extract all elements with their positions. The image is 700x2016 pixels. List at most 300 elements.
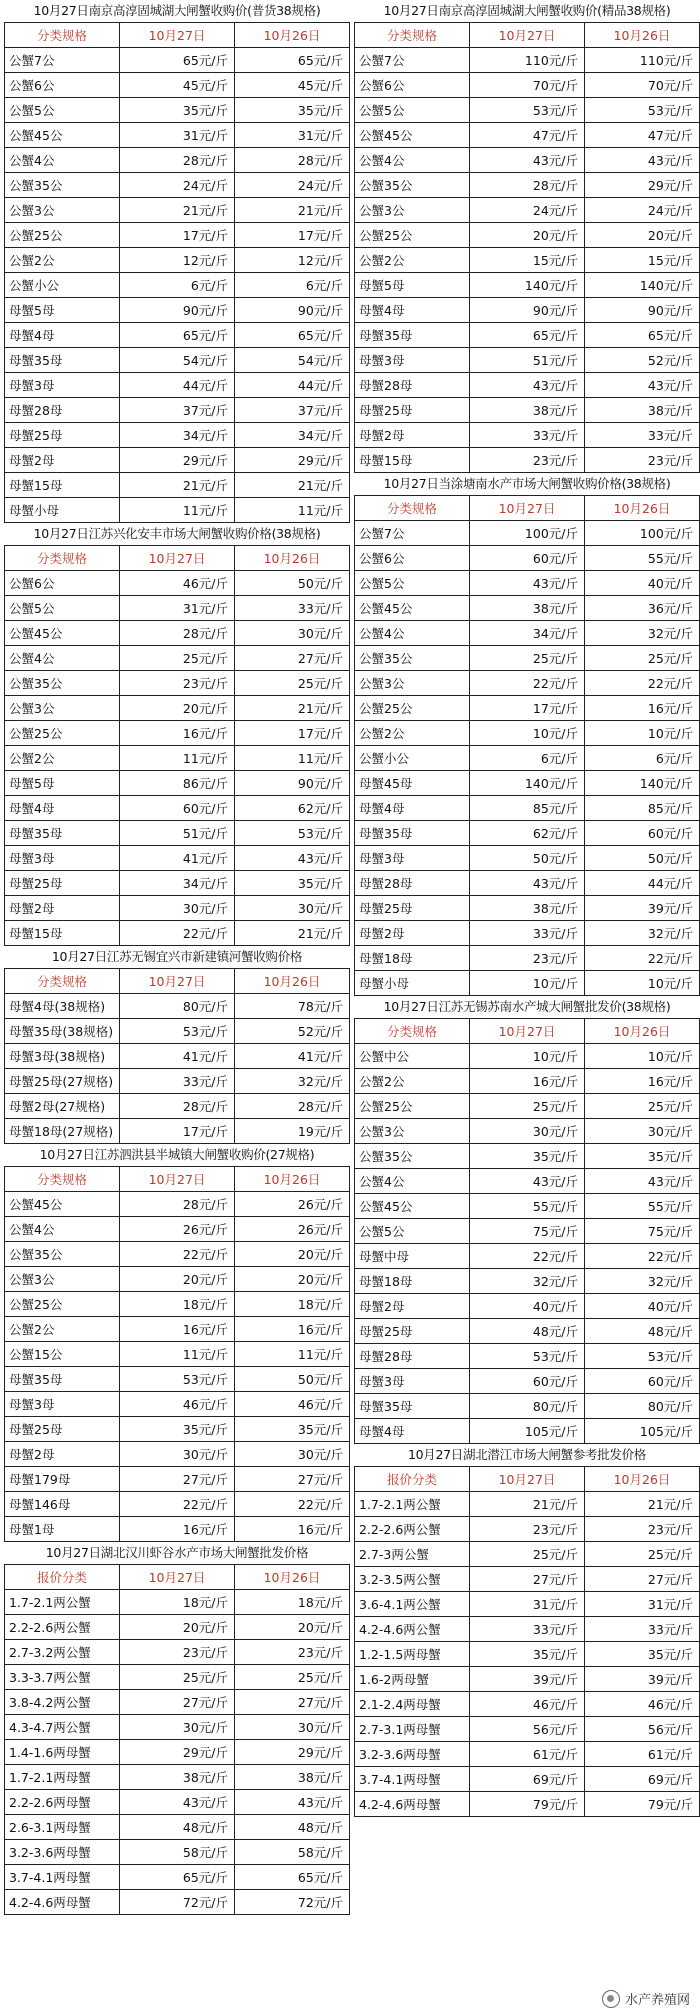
price-yesterday-cell: 55元/斤: [585, 1194, 700, 1219]
table-row: [5, 621, 350, 646]
table-row: [355, 1119, 700, 1144]
price-table: [354, 495, 700, 996]
price-yesterday-cell: 43元/斤: [585, 373, 700, 398]
table-title: 10月27日江苏无锡宜兴市新建镇河蟹收购价格: [51, 949, 303, 964]
spec-cell: 母蟹小母: [355, 971, 470, 996]
spec-cell: 母蟹45母: [355, 771, 470, 796]
price-yesterday-cell: 33元/斤: [585, 1617, 700, 1642]
table-row: [5, 1094, 350, 1119]
price-yesterday-cell: 55元/斤: [585, 546, 700, 571]
spec-cell: 母蟹4母: [355, 298, 470, 323]
price-yesterday-cell: 30元/斤: [235, 621, 350, 646]
price-yesterday-cell: 15元/斤: [585, 248, 700, 273]
price-today-cell: 86元/斤: [120, 771, 235, 796]
spec-cell: 3.7-4.1两母蟹: [5, 1865, 120, 1890]
price-today-cell: 11元/斤: [120, 498, 235, 523]
price-today-cell: 38元/斤: [470, 398, 585, 423]
table-row: [5, 123, 350, 148]
price-yesterday-cell: 11元/斤: [235, 498, 350, 523]
price-today-cell: 75元/斤: [470, 1219, 585, 1244]
table-row: [355, 571, 700, 596]
spec-cell: 母蟹5母: [5, 771, 120, 796]
spec-cell: 母蟹2母: [355, 1294, 470, 1319]
column-header: 10月27日: [470, 496, 585, 521]
spec-cell: 公蟹3公: [355, 671, 470, 696]
price-today-cell: 12元/斤: [120, 248, 235, 273]
table-row: [5, 1790, 350, 1815]
table-header-row: [5, 23, 350, 48]
price-today-cell: 45元/斤: [120, 73, 235, 98]
column-header: 10月27日: [470, 1467, 585, 1492]
price-yesterday-cell: 35元/斤: [235, 98, 350, 123]
price-yesterday-cell: 50元/斤: [235, 571, 350, 596]
spec-cell: 母蟹4母: [5, 323, 120, 348]
price-today-cell: 43元/斤: [120, 1790, 235, 1815]
table-row: [355, 746, 700, 771]
table-row: [5, 846, 350, 871]
spec-cell: 母蟹4母: [355, 796, 470, 821]
table-row: [355, 1792, 700, 1817]
spec-cell: 母蟹25母: [355, 398, 470, 423]
price-today-cell: 48元/斤: [470, 1319, 585, 1344]
column-header: 分类规格: [355, 23, 470, 48]
price-today-cell: 16元/斤: [470, 1069, 585, 1094]
price-today-cell: 44元/斤: [120, 373, 235, 398]
table-row: [355, 98, 700, 123]
price-yesterday-cell: 52元/斤: [235, 1019, 350, 1044]
price-yesterday-cell: 40元/斤: [585, 1294, 700, 1319]
price-today-cell: 53元/斤: [470, 1344, 585, 1369]
price-yesterday-cell: 11元/斤: [235, 746, 350, 771]
price-yesterday-cell: 20元/斤: [235, 1615, 350, 1640]
price-today-cell: 35元/斤: [120, 98, 235, 123]
table-row: [355, 1369, 700, 1394]
table-row: [355, 721, 700, 746]
table-row: [355, 373, 700, 398]
price-today-cell: 15元/斤: [470, 248, 585, 273]
price-table: [4, 22, 350, 523]
table-row: [355, 1492, 700, 1517]
price-today-cell: 38元/斤: [470, 596, 585, 621]
spec-cell: 公蟹25公: [5, 721, 120, 746]
spec-cell: 母蟹4母: [5, 796, 120, 821]
price-table: [4, 1166, 350, 1542]
price-today-cell: 28元/斤: [120, 1094, 235, 1119]
price-today-cell: 47元/斤: [470, 123, 585, 148]
price-today-cell: 69元/斤: [470, 1767, 585, 1792]
price-today-cell: 23元/斤: [120, 1640, 235, 1665]
spec-cell: 公蟹6公: [5, 571, 120, 596]
price-yesterday-cell: 26元/斤: [235, 1217, 350, 1242]
table-row: [5, 1342, 350, 1367]
spec-cell: 公蟹5公: [5, 596, 120, 621]
spec-cell: 2.6-3.1两母蟹: [5, 1815, 120, 1840]
table-row: [355, 123, 700, 148]
price-yesterday-cell: 16元/斤: [585, 1069, 700, 1094]
table-title: 10月27日湖北潜江市场大闸蟹参考批发价格: [407, 1447, 646, 1462]
price-today-cell: 62元/斤: [470, 821, 585, 846]
table-row: [355, 323, 700, 348]
column-header: 分类规格: [355, 496, 470, 521]
table-row: [5, 373, 350, 398]
column-header: 10月26日: [235, 546, 350, 571]
price-yesterday-cell: 23元/斤: [235, 1640, 350, 1665]
price-today-cell: 90元/斤: [120, 298, 235, 323]
price-today-cell: 24元/斤: [470, 198, 585, 223]
price-today-cell: 65元/斤: [470, 323, 585, 348]
price-today-cell: 25元/斤: [470, 1542, 585, 1567]
table-row: [5, 1765, 350, 1790]
price-yesterday-cell: 28元/斤: [235, 148, 350, 173]
price-yesterday-cell: 18元/斤: [235, 1590, 350, 1615]
price-yesterday-cell: 20元/斤: [235, 1267, 350, 1292]
price-today-cell: 24元/斤: [120, 173, 235, 198]
table-row: [5, 1317, 350, 1342]
spec-cell: 母蟹179母: [5, 1467, 120, 1492]
price-yesterday-cell: 40元/斤: [585, 571, 700, 596]
spec-cell: 母蟹3母: [355, 348, 470, 373]
table-row: [5, 871, 350, 896]
table-title: 10月27日湖北汉川虾谷水产市场大闸蟹批发价格: [45, 1545, 309, 1560]
spec-cell: 公蟹3公: [5, 198, 120, 223]
price-yesterday-cell: 140元/斤: [585, 771, 700, 796]
table-row: [355, 448, 700, 473]
price-yesterday-cell: 11元/斤: [235, 1342, 350, 1367]
price-today-cell: 72元/斤: [120, 1890, 235, 1915]
price-yesterday-cell: 21元/斤: [235, 198, 350, 223]
price-today-cell: 60元/斤: [120, 796, 235, 821]
price-today-cell: 35元/斤: [120, 1417, 235, 1442]
table-title: 10月27日当涂塘南水产市场大闸蟹收购价格(38规格): [383, 476, 671, 491]
spec-cell: 4.2-4.6两公蟹: [355, 1617, 470, 1642]
column-header: 10月26日: [585, 23, 700, 48]
table-row: [5, 1044, 350, 1069]
table-row: [355, 821, 700, 846]
column-header: 10月26日: [235, 1565, 350, 1590]
price-yesterday-cell: 38元/斤: [585, 398, 700, 423]
table-row: [5, 1715, 350, 1740]
price-yesterday-cell: 44元/斤: [585, 871, 700, 896]
price-today-cell: 55元/斤: [470, 1194, 585, 1219]
column-header: 10月26日: [585, 496, 700, 521]
column-header: 10月27日: [120, 546, 235, 571]
price-yesterday-cell: 25元/斤: [585, 1094, 700, 1119]
price-yesterday-cell: 18元/斤: [235, 1292, 350, 1317]
price-yesterday-cell: 22元/斤: [585, 671, 700, 696]
table-row: [355, 1294, 700, 1319]
spec-cell: 公蟹7公: [355, 521, 470, 546]
price-today-cell: 100元/斤: [470, 521, 585, 546]
table-row: [5, 1292, 350, 1317]
price-yesterday-cell: 31元/斤: [585, 1592, 700, 1617]
price-today-cell: 34元/斤: [120, 423, 235, 448]
spec-cell: 公蟹2公: [355, 248, 470, 273]
table-header-row: [5, 969, 350, 994]
table-row: [5, 73, 350, 98]
table-row: [355, 621, 700, 646]
price-today-cell: 33元/斤: [120, 1069, 235, 1094]
table-row: [355, 1617, 700, 1642]
price-yesterday-cell: 65元/斤: [235, 1865, 350, 1890]
price-yesterday-cell: 79元/斤: [585, 1792, 700, 1817]
price-today-cell: 85元/斤: [470, 796, 585, 821]
price-today-cell: 31元/斤: [120, 123, 235, 148]
price-yesterday-cell: 16元/斤: [235, 1517, 350, 1542]
price-yesterday-cell: 39元/斤: [585, 1667, 700, 1692]
column-header: 10月26日: [235, 969, 350, 994]
price-today-cell: 10元/斤: [470, 721, 585, 746]
table-row: [355, 1517, 700, 1542]
price-yesterday-cell: 54元/斤: [235, 348, 350, 373]
spec-cell: 母蟹2母: [355, 423, 470, 448]
spec-cell: 公蟹15公: [5, 1342, 120, 1367]
price-today-cell: 35元/斤: [470, 1144, 585, 1169]
price-yesterday-cell: 10元/斤: [585, 1044, 700, 1069]
price-table-block: [4, 523, 350, 946]
table-row: [5, 696, 350, 721]
price-today-cell: 18元/斤: [120, 1292, 235, 1317]
price-today-cell: 10元/斤: [470, 1044, 585, 1069]
spec-cell: 2.2-2.6两母蟹: [5, 1790, 120, 1815]
price-today-cell: 46元/斤: [120, 1392, 235, 1417]
spec-cell: 公蟹7公: [355, 48, 470, 73]
price-today-cell: 43元/斤: [470, 571, 585, 596]
price-today-cell: 22元/斤: [120, 1242, 235, 1267]
table-header-row: [5, 1167, 350, 1192]
price-yesterday-cell: 90元/斤: [235, 771, 350, 796]
price-today-cell: 30元/斤: [470, 1119, 585, 1144]
price-today-cell: 16元/斤: [120, 1517, 235, 1542]
table-header-row: [355, 496, 700, 521]
table-row: [355, 1419, 700, 1444]
spec-cell: 母蟹2母(27规格): [5, 1094, 120, 1119]
price-yesterday-cell: 35元/斤: [585, 1642, 700, 1667]
price-yesterday-cell: 24元/斤: [235, 173, 350, 198]
spec-cell: 公蟹25公: [355, 696, 470, 721]
table-header-row: [5, 546, 350, 571]
spec-cell: 母蟹3母(38规格): [5, 1044, 120, 1069]
price-yesterday-cell: 28元/斤: [235, 1094, 350, 1119]
price-yesterday-cell: 72元/斤: [235, 1890, 350, 1915]
spec-cell: 公蟹2公: [5, 1317, 120, 1342]
spec-cell: 2.7-3.1两母蟹: [355, 1717, 470, 1742]
table-row: [355, 1717, 700, 1742]
spec-cell: 母蟹3母: [5, 1392, 120, 1417]
column-header: 10月27日: [470, 23, 585, 48]
table-row: [355, 1094, 700, 1119]
table-row: [5, 1019, 350, 1044]
spec-cell: 母蟹25母: [355, 1319, 470, 1344]
spec-cell: 3.7-4.1两母蟹: [355, 1767, 470, 1792]
price-yesterday-cell: 33元/斤: [585, 423, 700, 448]
table-row: [355, 1394, 700, 1419]
price-today-cell: 60元/斤: [470, 1369, 585, 1394]
table-row: [5, 148, 350, 173]
table-row: [355, 1742, 700, 1767]
spec-cell: 母蟹146母: [5, 1492, 120, 1517]
spec-cell: 母蟹4母: [355, 1419, 470, 1444]
price-yesterday-cell: 32元/斤: [585, 621, 700, 646]
table-row: [5, 298, 350, 323]
table-row: [5, 1119, 350, 1144]
spec-cell: 母蟹25母(27规格): [5, 1069, 120, 1094]
table-header-row: [355, 23, 700, 48]
table-row: [5, 1392, 350, 1417]
price-yesterday-cell: 43元/斤: [585, 148, 700, 173]
table-row: [355, 1244, 700, 1269]
price-yesterday-cell: 60元/斤: [585, 821, 700, 846]
table-row: [5, 498, 350, 523]
price-today-cell: 35元/斤: [470, 1642, 585, 1667]
price-yesterday-cell: 32元/斤: [585, 1269, 700, 1294]
price-yesterday-cell: 22元/斤: [235, 1492, 350, 1517]
price-yesterday-cell: 12元/斤: [235, 248, 350, 273]
spec-cell: 母蟹1母: [5, 1517, 120, 1542]
price-yesterday-cell: 20元/斤: [235, 1242, 350, 1267]
price-today-cell: 23元/斤: [470, 448, 585, 473]
spec-cell: 母蟹35母(38规格): [5, 1019, 120, 1044]
spec-cell: 公蟹4公: [355, 1169, 470, 1194]
price-yesterday-cell: 78元/斤: [235, 994, 350, 1019]
table-row: [5, 1815, 350, 1840]
table-row: [355, 1194, 700, 1219]
price-yesterday-cell: 16元/斤: [585, 696, 700, 721]
spec-cell: 公蟹2公: [355, 721, 470, 746]
table-header-row: [355, 1019, 700, 1044]
table-row: [5, 173, 350, 198]
spec-cell: 公蟹7公: [5, 48, 120, 73]
price-yesterday-cell: 10元/斤: [585, 721, 700, 746]
price-yesterday-cell: 39元/斤: [585, 896, 700, 921]
price-table: [354, 22, 700, 473]
price-today-cell: 90元/斤: [470, 298, 585, 323]
table-row: [355, 921, 700, 946]
table-row: [355, 398, 700, 423]
price-yesterday-cell: 19元/斤: [235, 1119, 350, 1144]
table-row: [355, 946, 700, 971]
price-yesterday-cell: 43元/斤: [235, 1790, 350, 1815]
spec-cell: 母蟹5母: [355, 273, 470, 298]
price-yesterday-cell: 23元/斤: [585, 448, 700, 473]
price-yesterday-cell: 34元/斤: [235, 423, 350, 448]
spec-cell: 公蟹45公: [355, 1194, 470, 1219]
price-today-cell: 23元/斤: [470, 1517, 585, 1542]
table-row: [355, 223, 700, 248]
price-today-cell: 25元/斤: [120, 646, 235, 671]
price-today-cell: 51元/斤: [470, 348, 585, 373]
price-yesterday-cell: 17元/斤: [235, 721, 350, 746]
spec-cell: 母蟹35母: [355, 821, 470, 846]
price-today-cell: 6元/斤: [470, 746, 585, 771]
table-row: [5, 1640, 350, 1665]
spec-cell: 公蟹5公: [355, 571, 470, 596]
spec-cell: 母蟹15母: [5, 473, 120, 498]
price-yesterday-cell: 110元/斤: [585, 48, 700, 73]
table-row: [355, 148, 700, 173]
price-today-cell: 20元/斤: [120, 1267, 235, 1292]
spec-cell: 母蟹28母: [5, 398, 120, 423]
table-row: [355, 423, 700, 448]
price-yesterday-cell: 25元/斤: [585, 646, 700, 671]
column-header: 10月27日: [470, 1019, 585, 1044]
price-yesterday-cell: 100元/斤: [585, 521, 700, 546]
table-row: [5, 1615, 350, 1640]
spec-cell: 母蟹3母: [355, 846, 470, 871]
table-row: [5, 198, 350, 223]
table-row: [355, 521, 700, 546]
table-row: [355, 48, 700, 73]
table-row: [355, 796, 700, 821]
spec-cell: 母蟹28母: [355, 1344, 470, 1369]
price-yesterday-cell: 6元/斤: [235, 273, 350, 298]
price-table-block: [354, 1444, 700, 1817]
table-row: [5, 571, 350, 596]
price-today-cell: 22元/斤: [120, 1492, 235, 1517]
price-today-cell: 80元/斤: [470, 1394, 585, 1419]
price-yesterday-cell: 31元/斤: [235, 123, 350, 148]
spec-cell: 母蟹2母: [5, 896, 120, 921]
price-today-cell: 33元/斤: [470, 423, 585, 448]
price-today-cell: 30元/斤: [120, 1442, 235, 1467]
table-row: [5, 721, 350, 746]
price-yesterday-cell: 27元/斤: [235, 646, 350, 671]
price-yesterday-cell: 56元/斤: [585, 1717, 700, 1742]
price-today-cell: 23元/斤: [120, 671, 235, 696]
spec-cell: 3.6-4.1两公蟹: [355, 1592, 470, 1617]
price-today-cell: 22元/斤: [470, 671, 585, 696]
price-yesterday-cell: 61元/斤: [585, 1742, 700, 1767]
price-today-cell: 65元/斤: [120, 1865, 235, 1890]
spec-cell: 公蟹中公: [355, 1044, 470, 1069]
table-row: [355, 546, 700, 571]
table-row: [5, 348, 350, 373]
spec-cell: 3.2-3.6两母蟹: [355, 1742, 470, 1767]
table-row: [5, 1267, 350, 1292]
price-yesterday-cell: 30元/斤: [235, 896, 350, 921]
price-yesterday-cell: 46元/斤: [235, 1392, 350, 1417]
column-header: 10月27日: [120, 969, 235, 994]
price-today-cell: 20元/斤: [120, 1615, 235, 1640]
spec-cell: 母蟹2母: [5, 1442, 120, 1467]
spec-cell: 公蟹25公: [355, 223, 470, 248]
price-today-cell: 43元/斤: [470, 148, 585, 173]
price-today-cell: 65元/斤: [120, 48, 235, 73]
table-row: [5, 596, 350, 621]
table-row: [355, 273, 700, 298]
table-row: [5, 671, 350, 696]
table-row: [5, 771, 350, 796]
spec-cell: 1.7-2.1两公蟹: [5, 1590, 120, 1615]
price-today-cell: 34元/斤: [470, 621, 585, 646]
price-yesterday-cell: 35元/斤: [235, 1417, 350, 1442]
price-today-cell: 21元/斤: [470, 1492, 585, 1517]
table-row: [5, 1517, 350, 1542]
price-yesterday-cell: 65元/斤: [585, 323, 700, 348]
table-row: [5, 1865, 350, 1890]
table-header-row: [5, 1565, 350, 1590]
spec-cell: 公蟹4公: [355, 148, 470, 173]
price-yesterday-cell: 48元/斤: [585, 1319, 700, 1344]
table-row: [5, 1442, 350, 1467]
spec-cell: 母蟹35母: [5, 1367, 120, 1392]
spec-cell: 1.2-1.5两母蟹: [355, 1642, 470, 1667]
price-today-cell: 58元/斤: [120, 1840, 235, 1865]
table-row: [355, 1567, 700, 1592]
price-today-cell: 17元/斤: [470, 696, 585, 721]
price-yesterday-cell: 17元/斤: [235, 223, 350, 248]
price-table: [4, 545, 350, 946]
table-row: [5, 1690, 350, 1715]
